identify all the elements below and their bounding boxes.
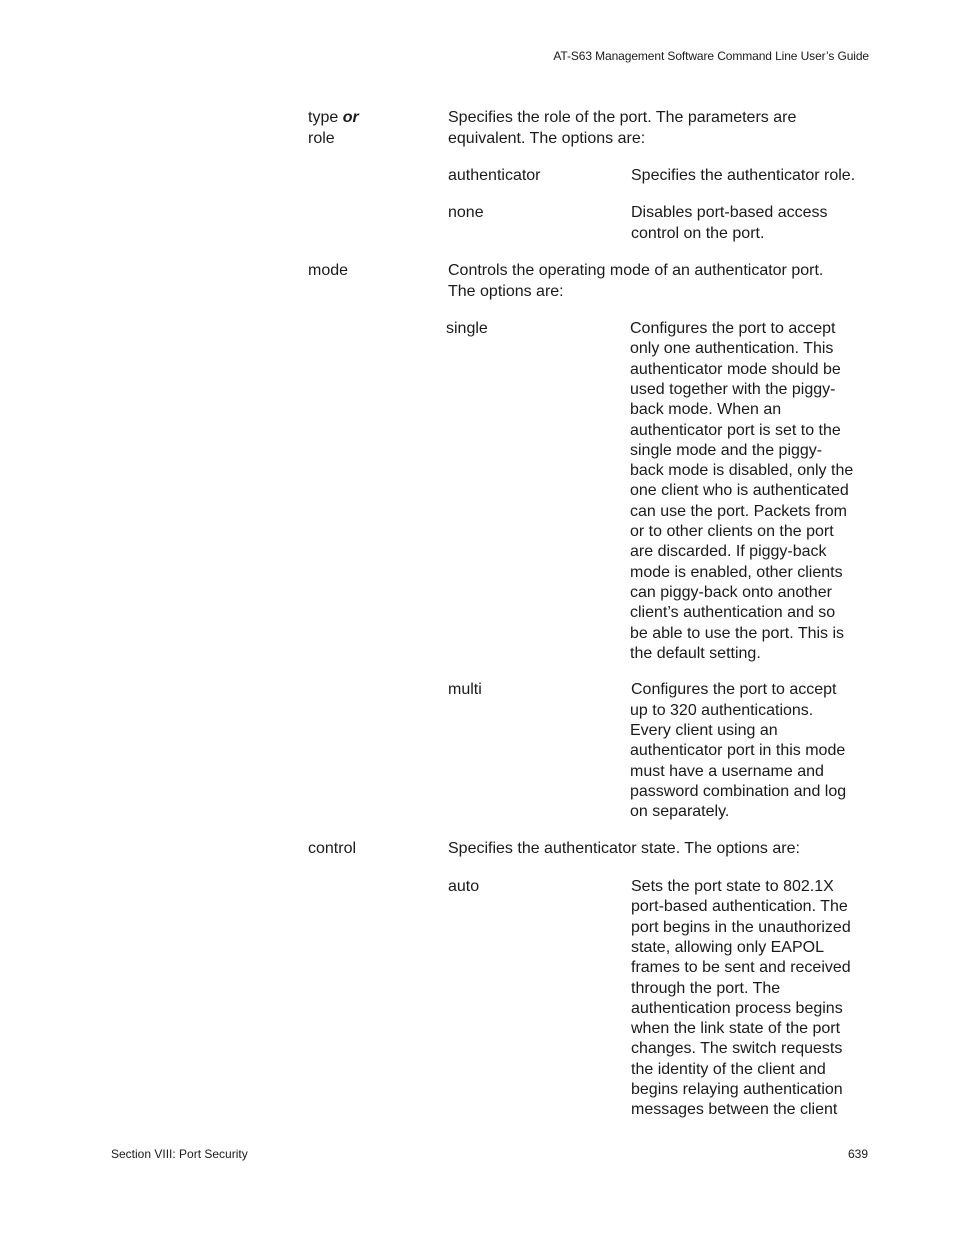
option-single-desc-line-1: Configures the port to accept	[630, 320, 836, 337]
option-single-desc-line-17: the default setting.	[630, 644, 761, 662]
option-auto-desc-line-2: port-based authentication. The	[631, 898, 848, 916]
option-authenticator-name: authenticator	[448, 167, 541, 184]
param-control-name: control	[308, 840, 357, 857]
option-single-desc-line-12: are discarded. If piggy-back	[630, 543, 827, 561]
option-single-desc-line-13: mode is enabled, other clients	[630, 563, 843, 581]
param-control-desc-line-1: Specifies the authenticator state. The options are:	[448, 840, 800, 857]
option-auto-desc-line-5: frames to be sent and received	[631, 959, 851, 977]
option-multi-name: multi	[448, 681, 482, 698]
option-auto-desc-line-3: port begins in the unauthorized	[631, 918, 851, 936]
option-multi-desc-line-6: password combination and log	[630, 783, 847, 800]
option-single-desc-line-8: back mode is disabled, only the	[630, 462, 854, 480]
option-auto-name: auto	[448, 878, 480, 895]
param-type-or: or	[342, 109, 359, 126]
option-auto-desc-line-11: begins relaying authentication	[631, 1081, 843, 1098]
param-mode-desc-line-1: Controls the operating mode of an authenticator port.	[448, 262, 824, 279]
option-none-desc-line-1: Disables port-based access	[631, 204, 828, 221]
param-role-name: role	[308, 130, 335, 147]
option-single-desc-line-15: client’s authentication and so	[630, 604, 836, 622]
option-single-desc-line-2: only one authentication. This	[630, 340, 834, 358]
option-single-desc-line-4: used together with the piggy-	[630, 380, 836, 398]
option-authenticator-desc-line-1: Specifies the authenticator role.	[631, 167, 856, 184]
option-auto-desc-line-10: the identity of the client and	[631, 1060, 826, 1078]
footer-section-title: Section VIII: Port Security	[111, 1147, 248, 1161]
option-single-desc-line-11: or to other clients on the port	[630, 523, 834, 540]
option-auto-desc-line-4: state, allowing only EAPOL	[631, 938, 824, 956]
option-multi-desc-line-5: must have a username and	[630, 762, 824, 780]
option-multi-desc-line-3: Every client using an	[630, 722, 778, 740]
option-single-desc-line-3: authenticator mode should be	[630, 360, 841, 378]
option-single-desc-line-9: one client who is authenticated	[630, 482, 849, 500]
option-multi-desc-line-7: on separately.	[630, 803, 730, 821]
option-auto-desc-line-7: authentication process begins	[631, 999, 843, 1017]
option-auto-desc-line-12: messages between the client	[631, 1101, 838, 1119]
param-mode-name: mode	[308, 262, 349, 279]
option-single-desc-line-7: single mode and the piggy-	[630, 441, 823, 459]
param-type-name	[308, 108, 359, 128]
option-single-desc-line-14: can piggy-back onto another	[630, 583, 832, 601]
param-type-desc-line-1: Specifies the role of the port. The parameters are	[448, 109, 797, 126]
option-single-desc-line-5: back mode. When an	[630, 401, 782, 419]
option-single-name: single	[446, 320, 488, 337]
option-auto-desc-line-1: Sets the port state to 802.1X	[631, 878, 834, 895]
option-single-desc-line-10: can use the port. Packets from	[630, 502, 847, 520]
option-multi-desc-line-4: authenticator port in this mode	[630, 742, 846, 760]
option-multi-desc-line-1: Configures the port to accept	[631, 681, 837, 698]
option-auto-desc-line-9: changes. The switch requests	[631, 1040, 843, 1058]
option-single-desc-line-6: authenticator port is set to the	[630, 421, 841, 439]
running-header: AT-S63 Management Software Command Line User’s Guide	[553, 49, 869, 63]
option-none-name: none	[448, 204, 484, 221]
option-none-desc-line-2: control on the port.	[631, 225, 765, 242]
param-type-desc-line-2: equivalent. The options are:	[448, 130, 646, 147]
option-auto-desc-line-8: when the link state of the port	[631, 1020, 841, 1038]
param-type-prefix: type	[308, 109, 343, 126]
option-single-desc-line-16: be able to use the port. This is	[630, 624, 845, 642]
param-mode-desc-line-2: The options are:	[448, 283, 564, 300]
option-multi-desc-line-2: up to 320 authentications.	[630, 701, 814, 719]
option-auto-desc-line-6: through the port. The	[631, 979, 781, 997]
footer-page-number: 639	[847, 1147, 868, 1161]
